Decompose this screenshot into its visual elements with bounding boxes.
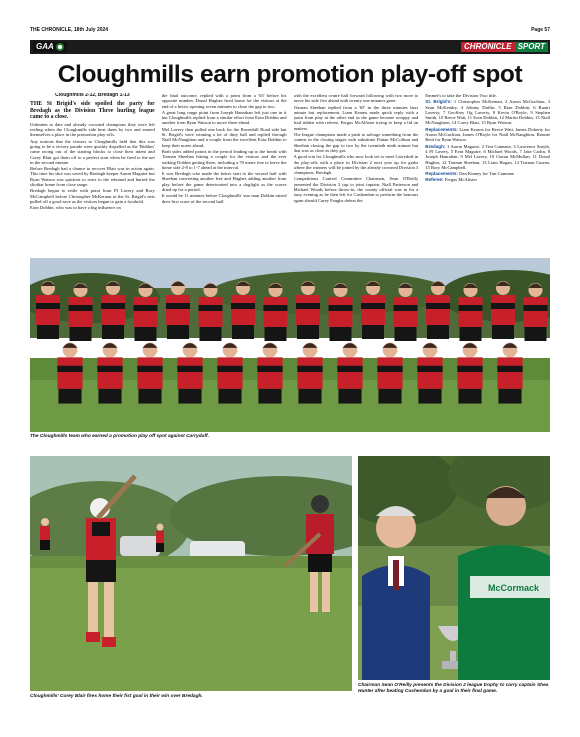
sport-label: SPORT: [515, 42, 548, 52]
paragraph: A good win for Cloughmills who now look set to meet Carryduff in the play-offs with a place in Division 2 next year up for grabs where the winners will be joined by the already crowned Division 3 champions, Bredagh.: [293, 154, 419, 176]
team-player: [217, 343, 242, 404]
team-player: [177, 343, 202, 404]
lineup-st-brigids: [425, 99, 550, 125]
action-photo: [30, 456, 352, 691]
jersey-brand-text: McCormack: [488, 583, 540, 593]
lineup-label: Replacements:: [425, 171, 458, 177]
lineup-text: 1 Christopher McKernan, 2 Aaron McGuchian, 3 Sean McKendry, 4 Johnny Duffin, 5 Rian Dobbin, 6 Ruairi Laverty, 7 Geoffrey Og Laverty, 8 Kevin O'Boyle, 9 Stephen Smith, 10 Reece Watt, 11 Eoin Dobbin, 12 Martin Dobbin, 13 Niall McNaughton, 14 Corey Blair, 15 Ryan Watson.: [425, 99, 550, 126]
team-player: [457, 343, 482, 404]
trophy-photo-caption: Chairman Sean O'Reilly presents the Division 2 league trophy to carry captain Shea Hunter after beating Cushendun by a goal in their final game.: [358, 683, 549, 694]
lineup-text: 1 Aaron Maguire, 2 Tim Cunnane, 3 Lawrence Smyth, 4 PJ Lavery, 5 Evin Maguire, 6 Michael Woods, 7 Jake Carlin, 8 Joseph Hanrahan, 9 Mel Lavery, 10 Ciaran McMullan, 11 Donal Hughes, 12 Tiarnan Sheehan, 13 Liam Hogan, 14 Tiarnan Curran, 15 Rory McCampbell.: [425, 143, 550, 170]
chronicle-label: CHRONICLE: [461, 42, 515, 52]
background-player: [40, 518, 50, 550]
column-2: [162, 93, 287, 255]
paragraph: with the excellent centre half forward following with two more to move his side five ahead with twenty one minutes gone.: [293, 93, 419, 104]
background-player: [156, 524, 164, 553]
paragraph: Competitions Control Committee Chairman, Sean O'Reilly presented the Division 3 cup to joint captain, Niall Patterson and Michael Woods before throw-in, the county official was in for a busy evening as he then left for Cushendun to perform the honours again should Carey Faughs defeat the: [293, 176, 419, 203]
team-player: [97, 343, 122, 404]
team-player: [337, 343, 362, 404]
section-logo: [461, 42, 548, 52]
trophy-photo: [358, 456, 550, 680]
lineup-label: St. Brigid's:: [425, 99, 452, 105]
team-player: [377, 343, 402, 404]
lineup-bredagh: [425, 144, 550, 170]
team-player: [57, 343, 82, 404]
lead-paragraph: THE St Brigid's side spoiled the party for Bredagh as the Division Three hurling league came to a close.: [30, 101, 155, 121]
lineup-text: Fergus McAlister: [444, 177, 477, 183]
team-photo-graphic: [30, 258, 550, 432]
column-1: [30, 93, 155, 255]
page-number: Page 57: [531, 27, 550, 33]
gaa-label: GAA: [36, 42, 54, 51]
column-3: [294, 93, 419, 255]
headline: Cloughmills earn promotion play-off spot: [57, 61, 523, 88]
paragraph: Before Bredagh had a chance to recover Blair was in action again. This time his shot was saved by Bredagh keeper Aaron Maguire but Ryan Watson was quickest to react to the rebound and buried the sliothar home from close range.: [30, 166, 155, 188]
paragraph: the final outcome, replied with a point from a '65' before his opposite number, Donal Hughes fired home for the visitors at the end of a hectic opening seven minutes to close the gap to two.: [161, 93, 287, 109]
column-4: [425, 93, 550, 255]
lineup-label: Referee:: [425, 177, 444, 183]
paragraph: Bredagh began to settle with point from PJ Lavery and Rory McCampbell before Christopher McKernan in the St. Brigid's nets pulled off a good save as the visitors began to gain a foothold.: [30, 188, 155, 204]
gaa-badge: [33, 42, 67, 52]
paragraph: The league champions made a push to salvage something from the contest in the closing stages with substitute Fintan McCollum and Sheehan closing the gap to two by the twentieth ninth minute but that was as close as they got.: [293, 132, 419, 153]
lineup-text: Liam Kearns for Reece Watt, James Doherty for Aaron McGuchian, James O'Boyle for Niall McNaughton, Ronnie Reid for Ryan Watson: [425, 126, 550, 143]
score-line: Cloughmills 2-12, Bredagh 1-13: [55, 93, 130, 98]
paragraph: Tiarnan Sheehan replied from a '65' in the three minutes later minute but replacement, Liam Kearns made quick reply with a point from play at the other end as the game became scrappy and frail tidden with referee, Fergus McAllister trying to keep a lid on matters.: [293, 104, 419, 131]
team-player: [497, 343, 522, 404]
team-photo: [30, 258, 550, 432]
issue-date: THE CHRONICLE, 18th July 2024: [30, 27, 109, 33]
paragraph: Unbeaten to date and already crowned champions they were left reeling when the Cloughmills side beat them by two and earned themselves a place in the promotion play-offs.: [30, 121, 155, 138]
lineup-replacements-2: [425, 171, 550, 176]
lineup-label: Replacements:: [425, 126, 458, 132]
paragraph: Mel Lavery then pulled one back for the Ravenhill Road side but St. Brigid's were winning a lot of dirty ball and replied through Niall McNaughton and a couple from the excellent Eoin Dobbin to keep their noses ahead.: [161, 126, 287, 148]
team-player: [257, 343, 282, 404]
paragraph: It would be 11 minutes before Cloughmills' star man Dobbin raised their first score of the second half: [161, 193, 287, 204]
action-photo-caption: Cloughmills' Corey Blair fires home their fist goal in their win over Bredagh.: [30, 694, 203, 699]
trophy-photo-graphic: [358, 456, 550, 680]
paragraph: A great long range point from Joseph Hanrahan left just one in it but Cloughmills replied from a similar effort from Eoin Dobbin and another from Ryan Watson to move three ahead.: [161, 109, 287, 126]
page-header: [30, 24, 550, 36]
paragraph: Both sides added points in the period leading up to the break with Tiarnan Sheehan hitting a couple for the visitors and the ever striking Dobbin getting three, including a 70 metre free to leave the home side 2-8 to 1-7 ahead at the interval.: [161, 148, 287, 170]
lineup-label: Bredagh:: [425, 143, 446, 149]
paragraph: Emmet's to take the Division Two title.: [425, 93, 497, 98]
ball-icon: [56, 43, 64, 51]
paragraph: Eoin Dobbin, who was to have a big influence on: [30, 205, 121, 211]
paragraph: It was Bredagh who made the better start to the second half with Sheehan converting another free and Hughes adding another from play before the game deteriorated into a dogfight as the scores dried up for a period.: [161, 171, 287, 193]
team-player: [297, 343, 322, 404]
lineup-replacements: [425, 127, 550, 143]
lineup-text: Dan Kinney for Tim Cunnane: [459, 171, 514, 177]
lineup-referee: [425, 177, 550, 182]
article-body: [30, 93, 550, 255]
paragraph: Any notions that the visitors to Cloughmills held that this was going to be a victory parade were quickly dispelled as the 'Biddies' came racing out of the starting blocks to close their intent and Corey Blair got them off to a perfect start when he fired to the net in the second minute.: [30, 138, 155, 165]
team-player: [137, 343, 162, 404]
team-photo-caption: The Cloughmills team who earned a promotion play off spot against Carryduff.: [30, 434, 209, 439]
action-photo-graphic: [30, 456, 352, 691]
team-player: [417, 343, 442, 404]
